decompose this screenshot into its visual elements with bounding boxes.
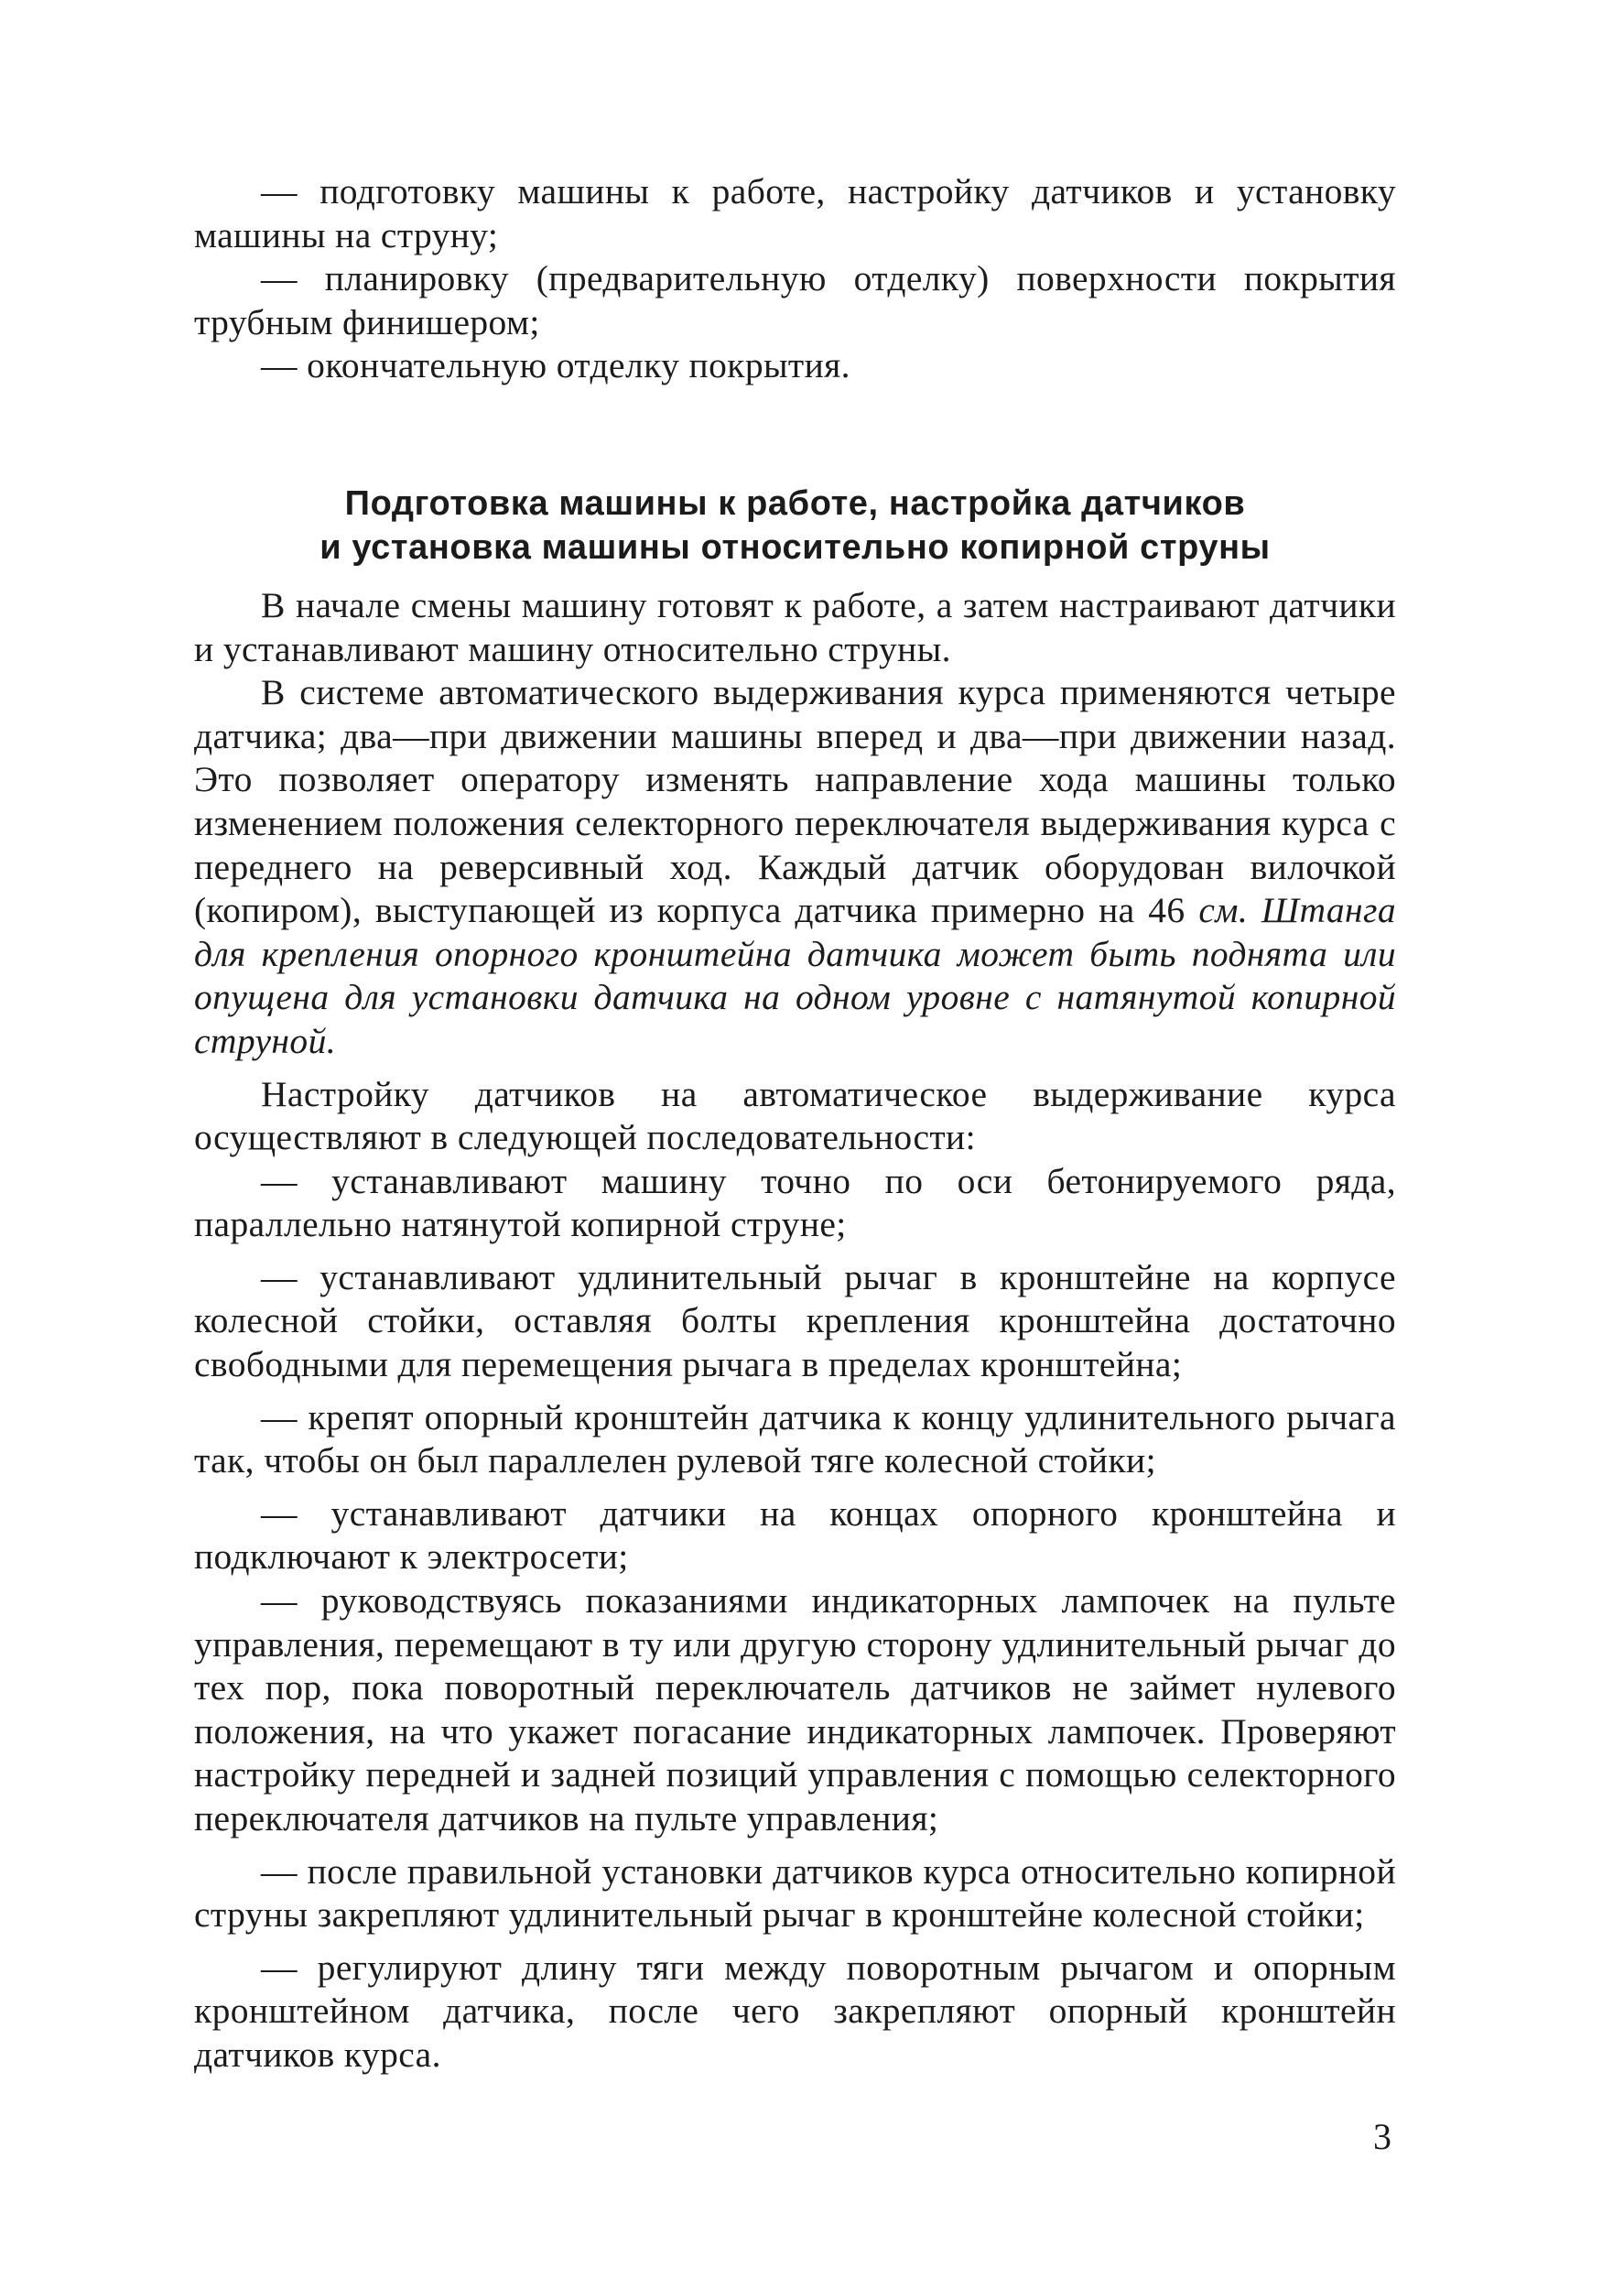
section-heading <box>194 482 1396 570</box>
step-3: — крепят опорный кронштейн датчика к концу удлинительного рычага так, чтобы он был параллелен рулевой тяге колесной стойки; <box>194 1396 1396 1481</box>
step-5: — руководствуясь показаниями индикаторных лампочек на пульте управления, перемещают в ту или другую сторону удлинительный рычаг до тех пор, пока поворотный переключатель датчиков не займет нулевого положения, на что укажет погасание индикаторных лампочек. Проверяют настройку передней и задней позиций управления с помощью селекторного переключателя датчиков на пульте управления; <box>194 1580 1396 1839</box>
section-heading-line-1: Подготовка машины к работе, настройка датчиков <box>344 483 1246 523</box>
intro-item-2: — планировку (предварительную отделку) поверхности покрытия трубным финишером; <box>194 258 1396 342</box>
paragraph-2-text-b: Штанга для крепления опорного кронштейна датчика может быть поднята или опущена для установки датчика на одном уровне с натянутой копирной струной. <box>194 890 1396 1061</box>
step-2: — устанавливают удлинительный рычаг в кронштейне на корпусе колесной стойки, оставляя болты крепления кронштейна достаточно свободными для перемещения рычага в пределах кронштейна; <box>194 1256 1396 1385</box>
paragraph-2 <box>194 671 1396 1063</box>
page-number: 3 <box>1373 2116 1391 2157</box>
intro-item-3: — окончательную отделку покрытия. <box>261 345 850 386</box>
step-4: — устанавливают датчики на концах опорного кронштейна и подключают к электросети; <box>194 1492 1396 1578</box>
page-body <box>194 170 1396 2077</box>
paragraph-1: В начале смены машину готовят к работе, а затем настраивают датчики и устанавливают машину относительно струны. <box>194 584 1396 669</box>
section-heading-line-2: и установка машины относительно копирной струны <box>319 527 1271 567</box>
step-1: — устанавливают машину точно по оси бетонируемого ряда, параллельно натянутой копирной струне; <box>194 1160 1396 1245</box>
paragraph-2-unit: см. <box>1198 890 1249 931</box>
step-6: — после правильной установки датчиков курса относительно копирной струны закрепляют удлинительный рычаг в кронштейне колесной стойки; <box>194 1850 1396 1936</box>
paragraph-3: Настройку датчиков на автоматическое выдерживание курса осуществляют в следующей последовательности: <box>194 1073 1396 1158</box>
step-7: — регулируют длину тяги между поворотным рычагом и опорным кронштейном датчика, после чего закрепляют опорный кронштейн датчиков курса. <box>194 1947 1396 2075</box>
paragraph-2-text-a: В системе автоматического выдерживания курса применяются четыре датчика; два—при движении машины вперед и два—при движении назад. Это позволяет оператору изменять направление хода машины только изменением положения селекторного переключателя выдерживания курса с переднего на реверсивный ход. Каждый датчик оборудован вилочкой (копиром), выступающей из корпуса датчика примерно на 46 <box>194 672 1396 931</box>
intro-item-1: — подготовку машины к работе, настройку датчиков и установку машины на струну; <box>194 171 1396 255</box>
